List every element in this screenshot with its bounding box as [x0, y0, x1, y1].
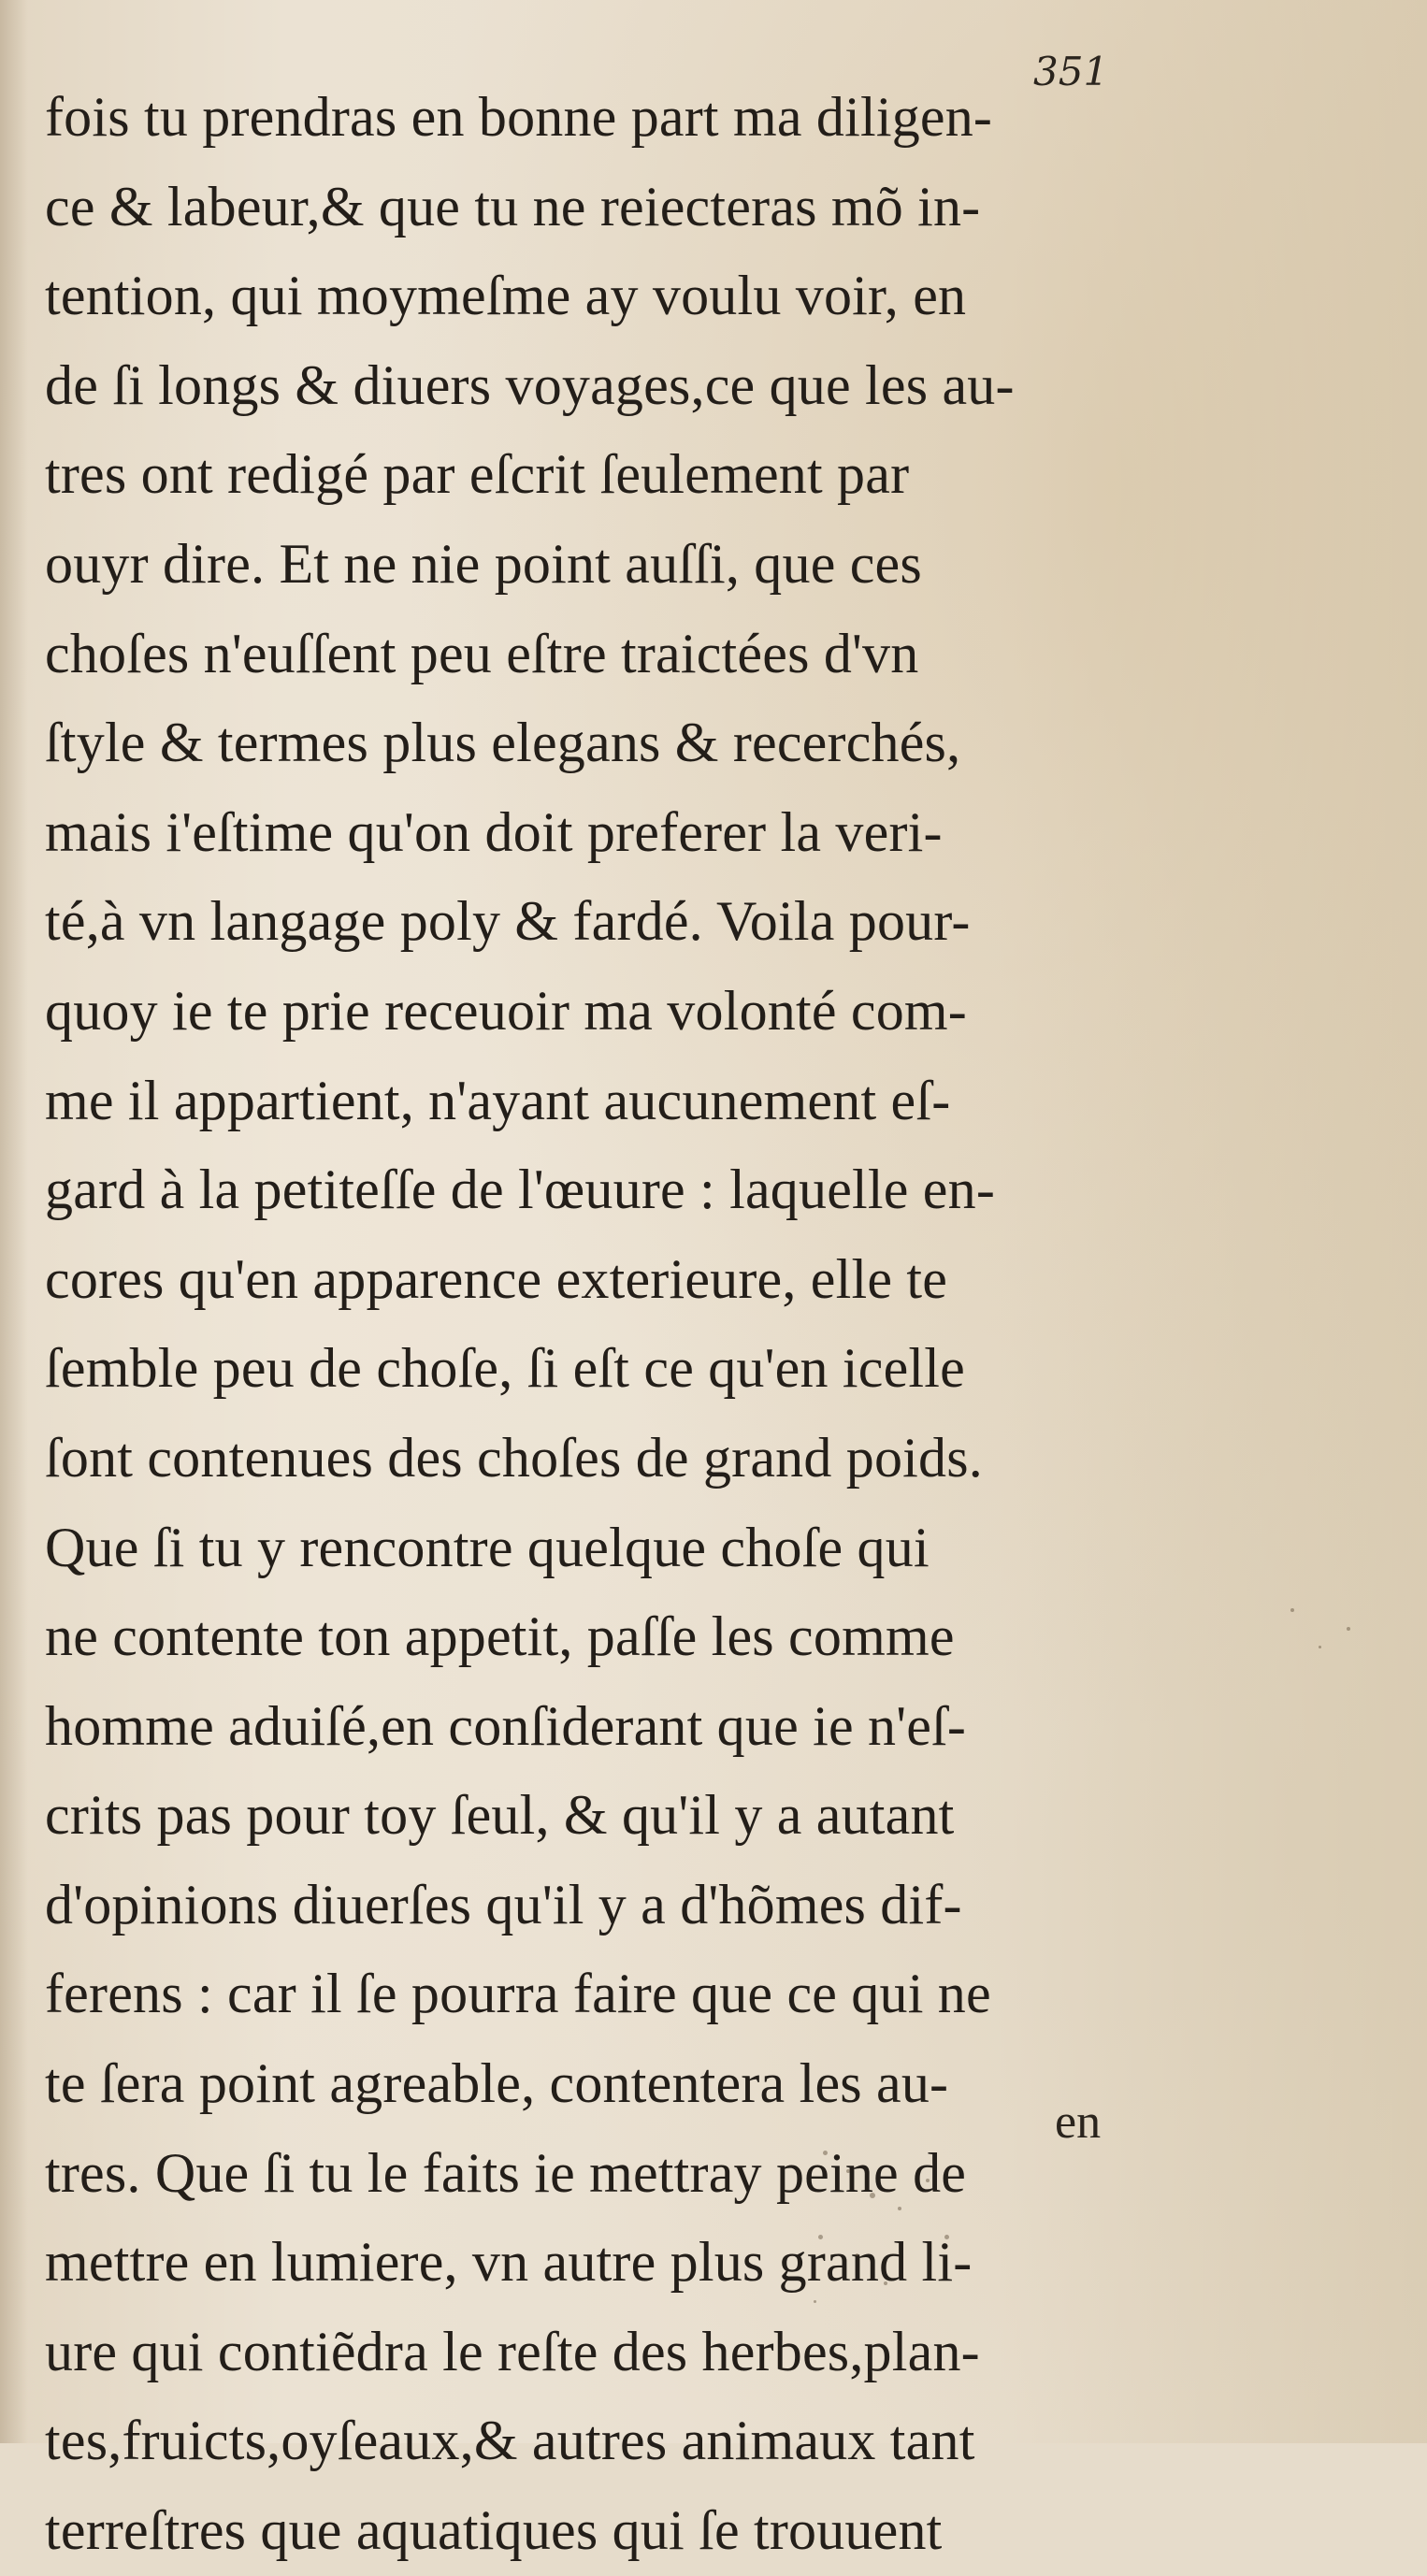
- text-line: té,à vn langage poly & fardé. Voila pour-: [45, 890, 971, 953]
- text-line: te ſera point agreable, contentera les au-: [45, 2052, 949, 2115]
- text-line: tres ont redigé par eſcrit ſeulement par: [45, 443, 910, 506]
- text-line: gard à la petiteſſe de l'œuure : laquelle en-: [45, 1158, 996, 1221]
- text-line: d'opinions diuerſes qu'il y a d'hõmes dif-: [45, 1873, 962, 1936]
- text-line: ſemble peu de choſe, ſi eſt ce qu'en icelle: [45, 1337, 965, 1400]
- text-line: Que ſi tu y rencontre quelque choſe qui: [45, 1516, 930, 1578]
- text-line: me il appartient, n'ayant aucunement eſ-: [45, 1069, 951, 1131]
- text-line: ferens : car il ſe pourra faire que ce qui ne: [45, 1963, 991, 2025]
- text-line: mais i'eſtime qu'on doit preferer la veri-: [45, 800, 943, 863]
- text-line: mettre en lumiere, vn autre plus grand li-: [45, 2231, 973, 2294]
- page-number: 351: [1033, 49, 1109, 94]
- text-line: ſont contenues des choſes de grand poids.: [45, 1426, 983, 1489]
- text-line: terreſtres que aquatiques qui ſe trouuent: [45, 2499, 943, 2562]
- catchword: en: [1055, 2095, 1102, 2149]
- body-text: [45, 73, 1111, 2576]
- text-line: ure qui contiẽdra le reſte des herbes,plan-: [45, 2320, 980, 2382]
- text-line: homme aduiſé,en conſiderant que ie n'eſ-: [45, 1694, 967, 1757]
- text-line: choſes n'euſſent peu eſtre traictées d'vn: [45, 622, 919, 684]
- text-line: tention, qui moymeſme ay voulu voir, en: [45, 265, 967, 327]
- text-line: ouyr dire. Et ne nie point auſſi, que ces: [45, 532, 922, 595]
- text-line: de ſi longs & diuers voyages,ce que les au-: [45, 353, 1015, 416]
- text-line: fois tu prendras en bonne part ma diligen-: [45, 86, 993, 148]
- gutter-shadow: [0, 0, 28, 2443]
- text-line: tes,fruicts,oyſeaux,& autres animaux tant: [45, 2410, 975, 2472]
- text-line: tres. Que ſi tu le faits ie mettray peine de: [45, 2141, 967, 2204]
- text-line: cores qu'en apparence exterieure, elle te: [45, 1247, 948, 1310]
- text-line: quoy ie te prie receuoir ma volonté com-: [45, 979, 967, 1042]
- text-line: ne contente ton appetit, paſſe les comme: [45, 1605, 955, 1668]
- text-line: ſtyle & termes plus elegans & recerchés,: [45, 712, 961, 774]
- text-line: crits pas pour toy ſeul, & qu'il y a autant: [45, 1784, 955, 1847]
- text-line: ce & labeur,& que tu ne reiecteras mõ in-: [45, 175, 981, 237]
